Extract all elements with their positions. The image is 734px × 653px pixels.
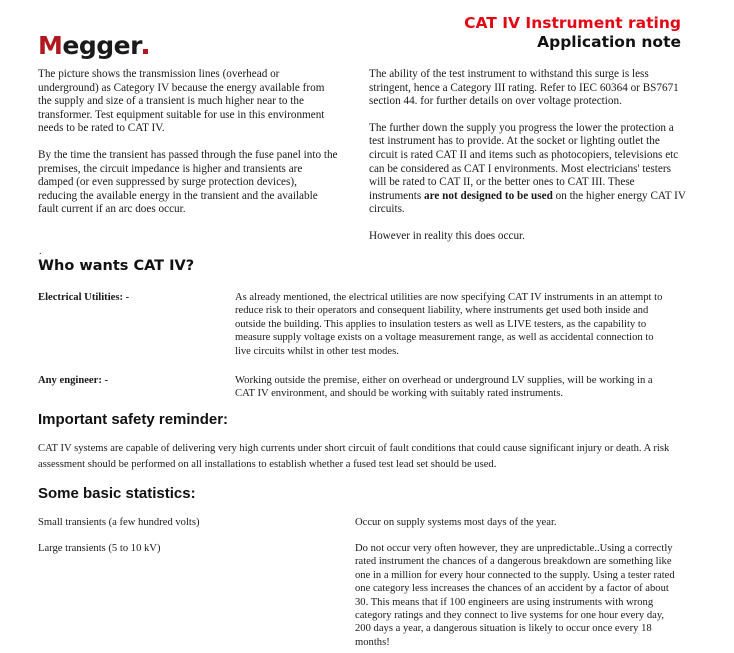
who-label: Electrical Utilities: - [38, 292, 130, 303]
section-heading-safety: Important safety reminder: [38, 411, 229, 428]
safety-text: CAT IV systems are capable of delivering very high currents under short circuit of fault conditions that could cause significant injury or death. A risk assessment should be performed on all installations to establish whether a fused test lead set should be used. [38, 443, 670, 470]
who-text: As already mentioned, the electrical utilities are now specifying CAT IV instruments in an attempt to reduce risk to their operators and consequent liability, where instruments get used both inside and outside the building. This applies to insulation testers as well as LIVE testers, as the capability to measure supply voltage exists on a voltage measurement range, as well as accidental connection to live circuits whilst in other test modes. [235, 292, 663, 357]
logo-dot-icon [143, 49, 148, 54]
stat-label: Small transients (a few hundred volts) [38, 517, 200, 528]
emphasis-text: are not designed to be used [424, 189, 553, 202]
intro-paragraph: The picture shows the transmission lines (overhead or underground) as Category IV because the energy available from the supply and size of a transient is much higher near to the transformer. Test equipment suitable for use in this environment needs to be rated to CAT IV. [38, 68, 325, 135]
paragraph-text: The further down the supply you progress the lower the protection a test instrument has to provide. At the socket or lighting outlet the circuit is rated CAT II and items such as photocopiers, televisions etc can be considered as CAT I environments. Most electricians' testers will be rated to CAT II, or the better ones to CAT III. These instruments [369, 121, 679, 202]
stray-dot: . [39, 246, 42, 257]
section-heading-who-wants: Who wants CAT IV? [38, 258, 195, 274]
logo-wordmark: egger [62, 31, 142, 60]
stat-text: Occur on supply systems most days of the year. [355, 517, 557, 528]
document-title: CAT IV Instrument rating [464, 14, 681, 32]
document-subtitle: Application note [537, 33, 681, 51]
megger-logo [38, 31, 148, 60]
section-heading-statistics: Some basic statistics: [38, 485, 196, 502]
who-label: Any engineer: - [38, 375, 109, 386]
intro-paragraph [369, 122, 687, 217]
logo-initial: M [38, 31, 63, 60]
intro-right-column [369, 68, 687, 244]
intro-paragraph: The ability of the test instrument to withstand this surge is less stringent, hence a Category III rating. Refer to IEC 60364 or BS7671 section 44. for further details on over voltage protection. [369, 68, 679, 108]
intro-left-column [38, 68, 338, 217]
who-text: Working outside the premise, either on overhead or underground LV supplies, will be working in a CAT IV environment, and should be working with suitably rated instruments. [235, 375, 653, 400]
intro-paragraph: However in reality this does occur. [369, 229, 525, 242]
intro-paragraph: By the time the transient has passed through the fuse panel into the premises, the circuit impedance is higher and transients are damped (or even suppressed by surge protection devices), reducing the available energy in the transient and the available fault current if an arc does occur. [38, 148, 338, 216]
stat-label: Large transients (5 to 10 kV) [38, 543, 161, 554]
stat-text: Do not occur very often however, they are unpredictable..Using a correctly rated instrument the chances of a dangerous breakdown are something like one in a million for every hour connected to the supply. Using a tester rated one category less increases the chances of an accident by a factor of about 30. This means that if 100 engineers are using instruments with wrong category ratings and they connect to live systems for one hour every day, 200 days a year, a dangerous situation is likely to occur once every 18 months! [355, 543, 675, 648]
paragraph-text: on the higher energy CAT IV circuits. [369, 189, 686, 216]
